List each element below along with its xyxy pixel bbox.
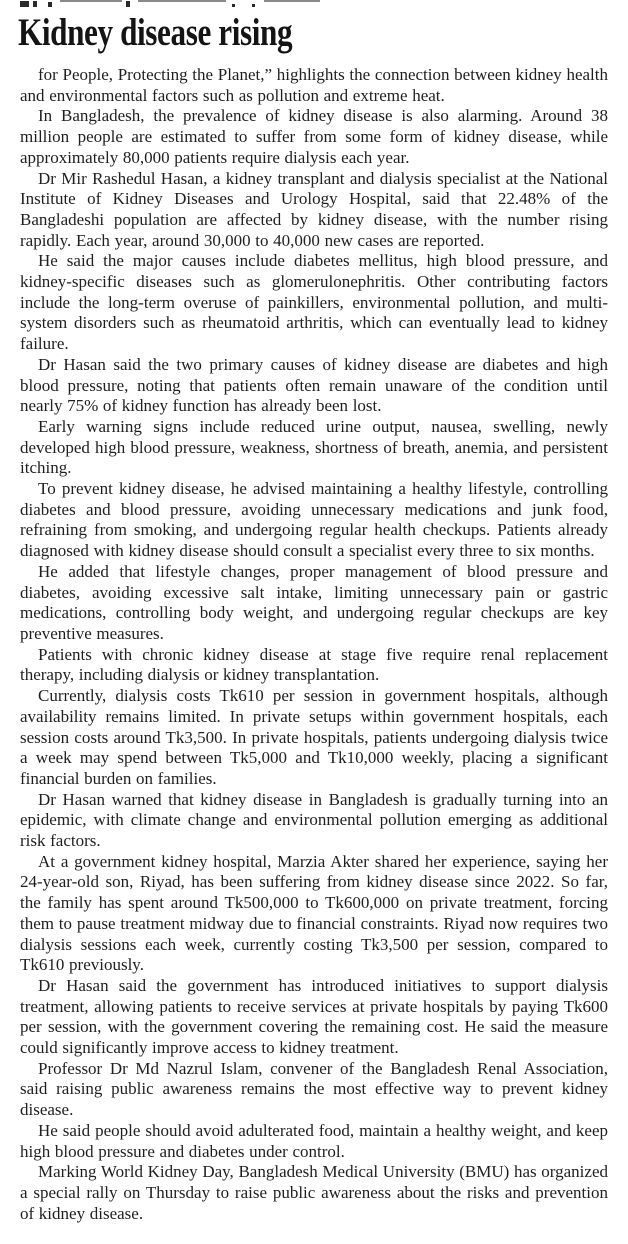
- article-paragraph: Professor Dr Md Nazrul Islam, convener of the Bangladesh Renal Association, said raising public awareness remains the most effective way to prevent kidney disease.: [20, 1058, 608, 1120]
- article-headline: Kidney disease rising: [18, 11, 293, 54]
- article-paragraph: He said people should avoid adulterated food, maintain a healthy weight, and keep high blood pressure and diabetes under control.: [20, 1120, 608, 1161]
- article-paragraph: Early warning signs include reduced urine output, nausea, swelling, newly developed high blood pressure, weakness, shortness of breath, anemia, and persistent itching.: [20, 416, 608, 478]
- article-paragraph: Patients with chronic kidney disease at stage five require renal replacement therapy, including dialysis or kidney transplantation.: [20, 644, 608, 685]
- article-paragraph: Currently, dialysis costs Tk610 per session in government hospitals, although availability remains limited. In private setups within government hospitals, each session costs around Tk3,500. In private hospitals, patients undergoing dialysis twice a week may spend between Tk5,000 and Tk10,000 weekly, placing a significant financial burden on families.: [20, 686, 608, 788]
- article-paragraph: In Bangladesh, the prevalence of kidney disease is also alarming. Around 38 million people are estimated to suffer from some form of kidney disease, while approximately 80,000 patients require dialysis each year.: [20, 106, 608, 167]
- article-paragraph: Dr Hasan said the government has introduced initiatives to support dialysis treatment, allowing patients to receive services at private hospitals by paying Tk600 per session, with the government covering the remaining cost. He said the measure could significantly improve access to kidney treatment.: [20, 975, 608, 1058]
- article-paragraph: Dr Hasan warned that kidney disease in Bangladesh is gradually turning into an epidemic, with climate change and environmental pollution emerging as additional risk factors.: [20, 789, 608, 851]
- article-paragraph: He said the major causes include diabetes mellitus, high blood pressure, and kidney-specific diseases such as glomerulonephritis. Other contributing factors include the long-term overuse of painkillers, environmental pollution, and multi-system disorders such as rheumatoid arthritis, which can eventually lead to kidney failure.: [20, 251, 608, 354]
- article-paragraph: At a government kidney hospital, Marzia Akter shared her experience, saying her 24-year-old son, Riyad, has been suffering from kidney disease since 2022. So far, the family has spent around Tk500,000 to Tk600,000 on private treatment, forcing them to pause treatment midway due to financial constraints. Riyad now requires two dialysis sessions each week, currently costing Tk3,500 per session, compared to Tk610 previously.: [20, 851, 608, 975]
- cropped-text-fragment: [20, 0, 608, 8]
- article-paragraph: Dr Hasan said the two primary causes of kidney disease are diabetes and high blood pressure, noting that patients often remain unaware of the condition until nearly 75% of kidney function has already been lost.: [20, 354, 608, 416]
- article-paragraph: for People, Protecting the Planet,” highlights the connection between kidney health and environmental factors such as pollution and extreme heat.: [20, 65, 608, 105]
- article-paragraph: Marking World Kidney Day, Bangladesh Medical University (BMU) has organized a special rally on Thursday to raise public awareness about the risks and prevention of kidney disease.: [20, 1162, 608, 1223]
- article-paragraph: He added that lifestyle changes, proper management of blood pressure and diabetes, avoiding excessive salt intake, limiting unnecessary pain or gastric medications, controlling body weight, and undergoing regular checkups are key preventive measures.: [20, 561, 608, 643]
- article-paragraph: To prevent kidney disease, he advised maintaining a healthy lifestyle, controlling diabetes and blood pressure, avoiding unnecessary medications and junk food, refraining from smoking, and undergoing regular health checkups. Patients already diagnosed with kidney disease should consult a specialist every three to six months.: [20, 479, 608, 561]
- article-body: [20, 65, 608, 1224]
- article-paragraph: Dr Mir Rashedul Hasan, a kidney transplant and dialysis specialist at the National Institute of Kidney Diseases and Urology Hospital, said that 22.48% of the Bangladeshi population are affected by kidney disease, with the number rising rapidly. Each year, around 30,000 to 40,000 new cases are reported.: [20, 168, 608, 250]
